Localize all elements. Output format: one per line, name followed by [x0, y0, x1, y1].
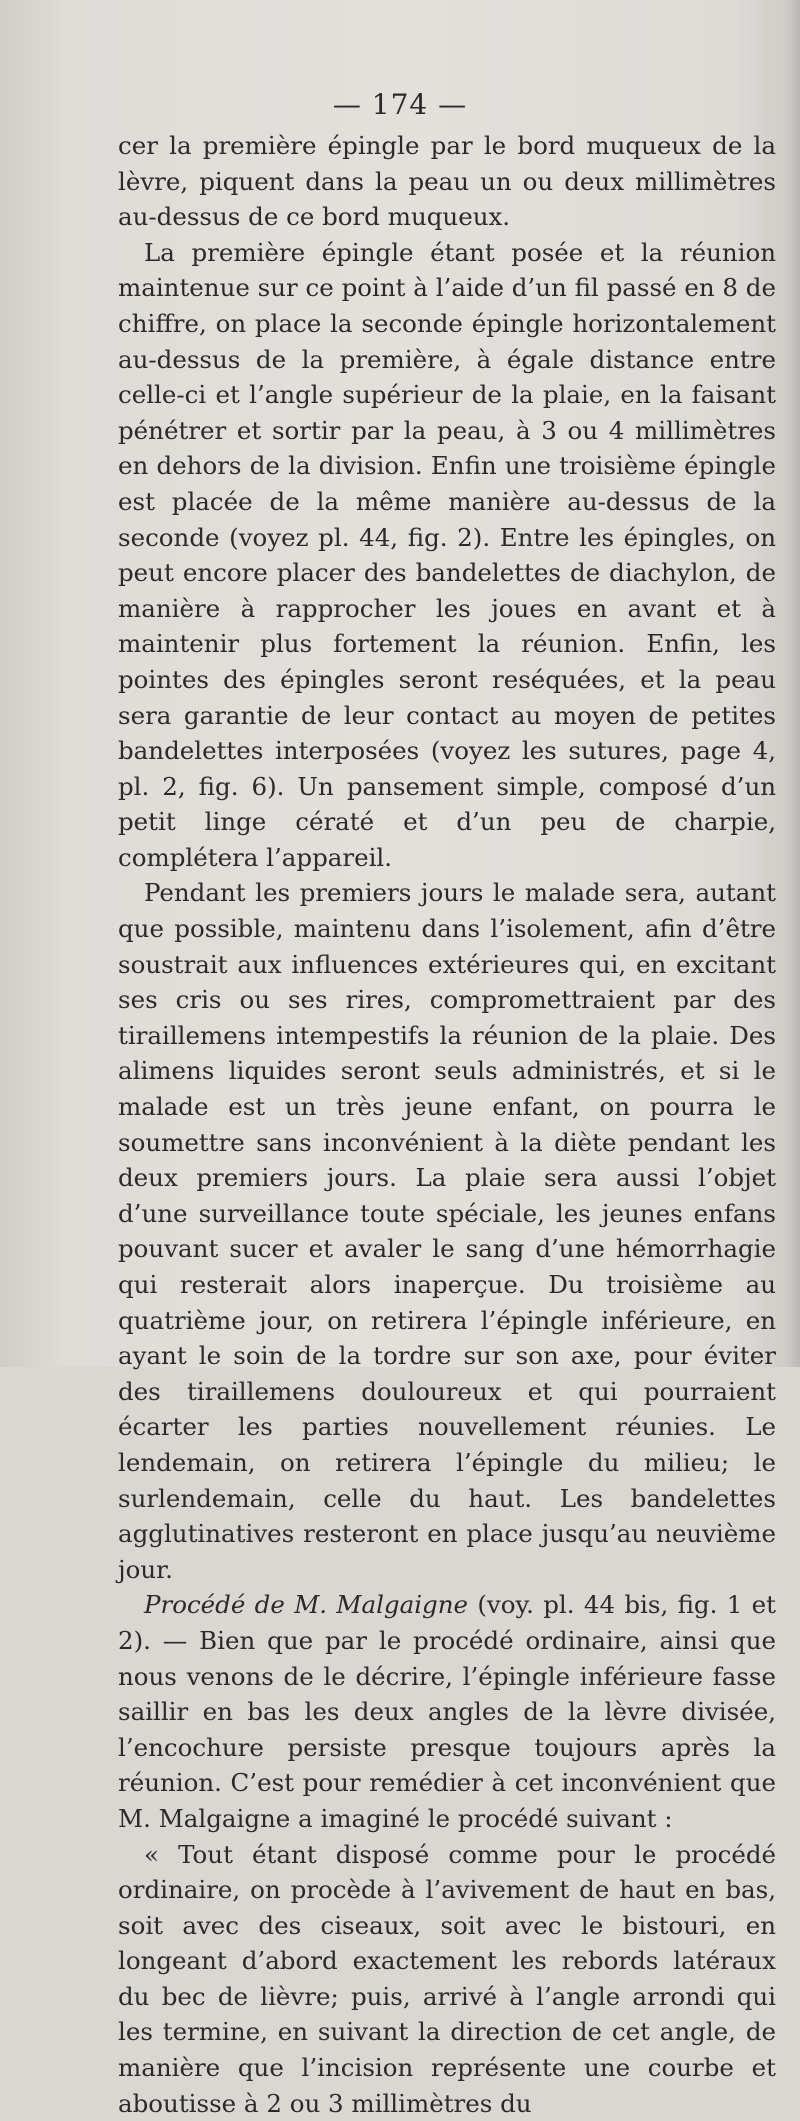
- body-text: [118, 128, 776, 2121]
- paragraph-epingles: La première épingle étant posée et la réunion maintenue sur ce point à l’aide d’un fil passé en 8 de chiffre, on place la seconde épingle horizontalement au-dessus de la première, à égale distance entre celle-ci et l’angle supérieur de la plaie, en la faisant pénétrer et sortir par la peau, à 3 ou 4 millimètres en dehors de la division. Enfin une troisième épingle est placée de la même manière au-dessus de la seconde (voyez pl. 44, fig. 2). Entre les épingles, on peut encore placer des bandelettes de diachylon, de manière à rapprocher les joues en avant et à maintenir plus fortement la réunion. Enfin, les pointes des épingles seront reséquées, et la peau sera garantie de leur contact au moyen de petites bandelettes interposées (voyez les sutures, page 4, pl. 2, fig. 6). Un pansement simple, composé d’un petit linge cératé et d’un peu de charpie, complétera l’appareil.: [118, 235, 776, 876]
- paragraph-continuation: cer la première épingle par le bord muqueux de la lèvre, piquent dans la peau un ou deux millimètres au-dessus de ce bord muqueux.: [118, 128, 776, 235]
- paragraph-quote: « Tout étant disposé comme pour le procédé ordinaire, on procède à l’avivement de haut en bas, soit avec des ciseaux, soit avec le bistouri, en longeant d’abord exactement les rebords latéraux du bec de lièvre; puis, arrivé à l’angle arrondi qui les termine, en suivant la direction de cet angle, de manière que l’incision représente une courbe et aboutisse à 2 ou 3 millimètres du: [118, 1837, 776, 2121]
- procede-title: Procédé de M. Malgaigne: [144, 1590, 468, 1619]
- page-number: — 174 —: [0, 88, 800, 121]
- procede-text: (voy. pl. 44 bis, fig. 1 et 2). — Bien que par le procédé ordinaire, ainsi que nous venons de le décrire, l’épingle inférieure fasse saillir en bas les deux angles de la lèvre divisée, l’encochure persiste presque toujours après la réunion. C’est pour remédier à cet inconvénient que M. Malgaigne a imaginé le procédé suivant :: [118, 1590, 776, 1833]
- paragraph-procede-malgaigne: [118, 1587, 776, 1836]
- paragraph-premiers-jours: Pendant les premiers jours le malade sera, autant que possible, maintenu dans l’isolement, afin d’être soustrait aux influences extérieures qui, en excitant ses cris ou ses rires, compromettraient par des tiraillemens intempestifs la réunion de la plaie. Des alimens liquides seront seuls administrés, et si le malade est un très jeune enfant, on pourra le soumettre sans inconvénient à la diète pendant les deux premiers jours. La plaie sera aussi l’objet d’une surveillance toute spéciale, les jeunes enfans pouvant sucer et avaler le sang d’une hémorrhagie qui resterait alors inaperçue. Du troisième au quatrième jour, on retirera l’épingle inférieure, en ayant le soin de la tordre sur son axe, pour éviter des tiraillemens douloureux et qui pourraient écarter les parties nouvellement réunies. Le lendemain, on retirera l’épingle du milieu; le surlendemain, celle du haut. Les bandelettes agglutinatives resteront en place jusqu’au neuvième jour.: [118, 875, 776, 1587]
- page-edge-shadow: [786, 0, 800, 1367]
